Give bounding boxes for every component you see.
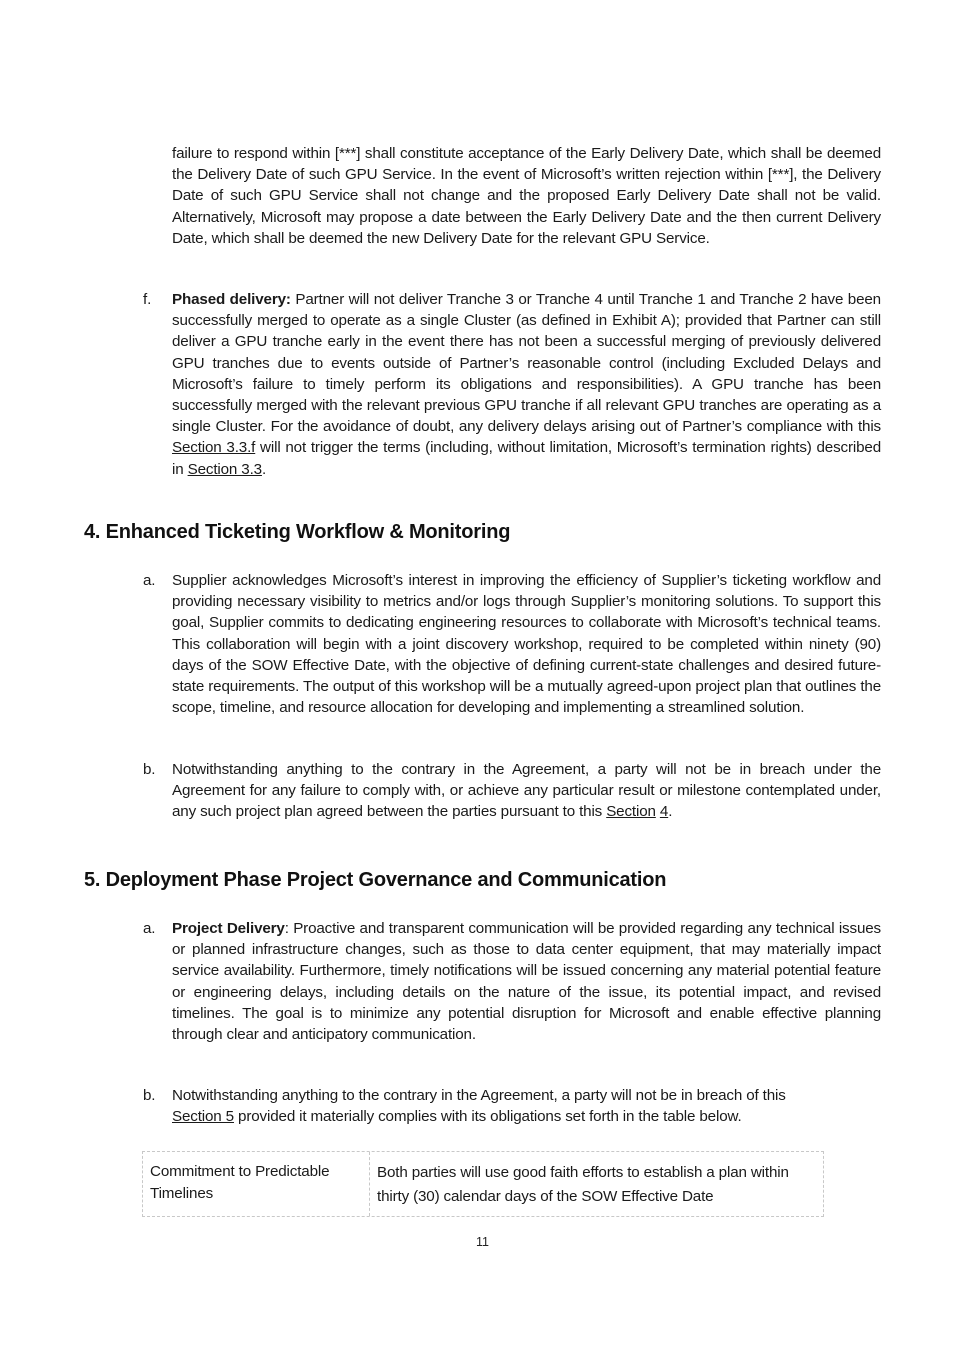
list-marker: a. bbox=[143, 920, 156, 937]
section-4-item-b-body: Notwithstanding anything to the contrary in the Agreement, a party will not be in breach under the Agreement for any failure to comply with, or achieve any particular result or milestone contemplated under, any such project plan agreed between the parties pursuant to this bbox=[172, 761, 881, 821]
section-5-item-b-text bbox=[172, 1085, 881, 1127]
table-cell-label: Commitment to Predictable Timelines bbox=[143, 1152, 370, 1216]
section-4-item-a-text: Supplier acknowledges Microsoft’s interest in improving the efficiency of Supplier’s ticketing workflow and providing necessary visibility to metrics and/or logs through Supplier’s monitoring solutions. To support this goal, Supplier commits to dedicating engineering resources to collaborate with Microsoft’s technical teams. This collaboration will begin with a joint discovery workshop, required to be completed within ninety (90) days of the SOW Effective Date, with the objective of defining current-state challenges and desired future-state requirements. The output of this workshop will be a mutually agreed-upon project plan that outlines the scope, timeline, and resource allocation for developing and implementing a streamlined solution. bbox=[172, 572, 881, 717]
page-number: 11 bbox=[476, 1235, 489, 1249]
item-f-text bbox=[172, 289, 881, 480]
section-4-link-number[interactable]: 4 bbox=[659, 803, 669, 821]
section-5-item-a-text bbox=[172, 918, 881, 1045]
section-5-item-b-text-2: provided it materially complies with its obligations set forth in the table below. bbox=[233, 1108, 742, 1126]
list-marker: a. bbox=[143, 572, 156, 589]
item-f-title: Phased delivery: bbox=[172, 291, 291, 308]
item-f-phased-delivery bbox=[143, 289, 881, 480]
section-3-3-link[interactable]: Section 3.3 bbox=[187, 460, 262, 478]
list-marker: b. bbox=[143, 1087, 156, 1104]
section-5-link[interactable]: Section 5 bbox=[172, 1108, 234, 1126]
table-cell-value: Both parties will use good faith efforts to establish a plan within thirty (30) calendar days of the SOW Effective Date bbox=[377, 1164, 789, 1205]
item-f-text-1: Partner will not deliver Tranche 3 or Tranche 4 until Tranche 1 and Tranche 2 have been successfully merged to operate as a single Cluster (as defined in Exhibit A); provided that Partner can still deliver a GPU tranche early in the event there has not been a successful merging of previously delivered GPU tranches due to events outside of Partner’s reasonable control (including Excluded Delays and Microsoft’s failure to timely perform its obligations and responsibilities). A GPU tranche has been successfully merged with the relevant previous GPU tranche if all relevant GPU tranches are operating as a single Cluster. For the avoidance of doubt, any delivery delays arising out of Partner’s compliance with this bbox=[172, 291, 881, 436]
section-4-link-word[interactable]: Section bbox=[606, 803, 656, 821]
section-3-3-f-link[interactable]: Section 3.3.f bbox=[172, 439, 256, 457]
section-5-item-a-body: : Proactive and transparent communication will be provided regarding any technical issues or planned infrastructure changes, such as those to data center equipment, that may materially impact service availability. Furthermore, timely notifications will be issued concerning any material potential feature or engineering delays, including details on the nature of the issue, its potential impact, and revised timelines. The goal is to minimize any potential disruption for Microsoft and enable effective planning through clear and anticipatory communication. bbox=[172, 920, 881, 1044]
list-marker: f. bbox=[143, 291, 152, 308]
section-4-item-b-text bbox=[172, 759, 881, 823]
commitment-table bbox=[142, 1151, 824, 1217]
section-5-item-b-text-1: Notwithstanding anything to the contrary in the Agreement, a party will not be in breach of this bbox=[172, 1087, 786, 1104]
section-5-item-a-title: Project Delivery bbox=[172, 920, 285, 937]
section-4-item-a bbox=[143, 570, 881, 718]
section-5-heading: 5. Deployment Phase Project Governance and Communication bbox=[84, 869, 667, 891]
section-5-item-b bbox=[143, 1085, 881, 1127]
section-4-item-b bbox=[143, 759, 881, 823]
section-4-item-b-end: . bbox=[668, 803, 673, 821]
item-f-text-3: . bbox=[261, 460, 267, 478]
section-5-item-a bbox=[143, 918, 881, 1045]
section-4-heading: 4. Enhanced Ticketing Workflow & Monitoring bbox=[84, 521, 511, 543]
list-marker: b. bbox=[143, 761, 156, 778]
item-f-text-2: will not trigger the terms (including, without limitation, Microsoft’s termination rights) described in bbox=[172, 439, 881, 478]
continuation-text: failure to respond within [***] shall constitute acceptance of the Early Delivery Date, which shall be deemed the Delivery Date of such GPU Service. In the event of Microsoft’s written rejection within [***], the Delivery Date of such GPU Service shall not change and the proposed Early Delivery Date shall not be valid. Alternatively, Microsoft may propose a date between the Early Delivery Date and the then current Delivery Date, which shall be deemed the new Delivery Date for the relevant GPU Service. bbox=[172, 145, 881, 247]
continuation-paragraph bbox=[143, 143, 881, 249]
